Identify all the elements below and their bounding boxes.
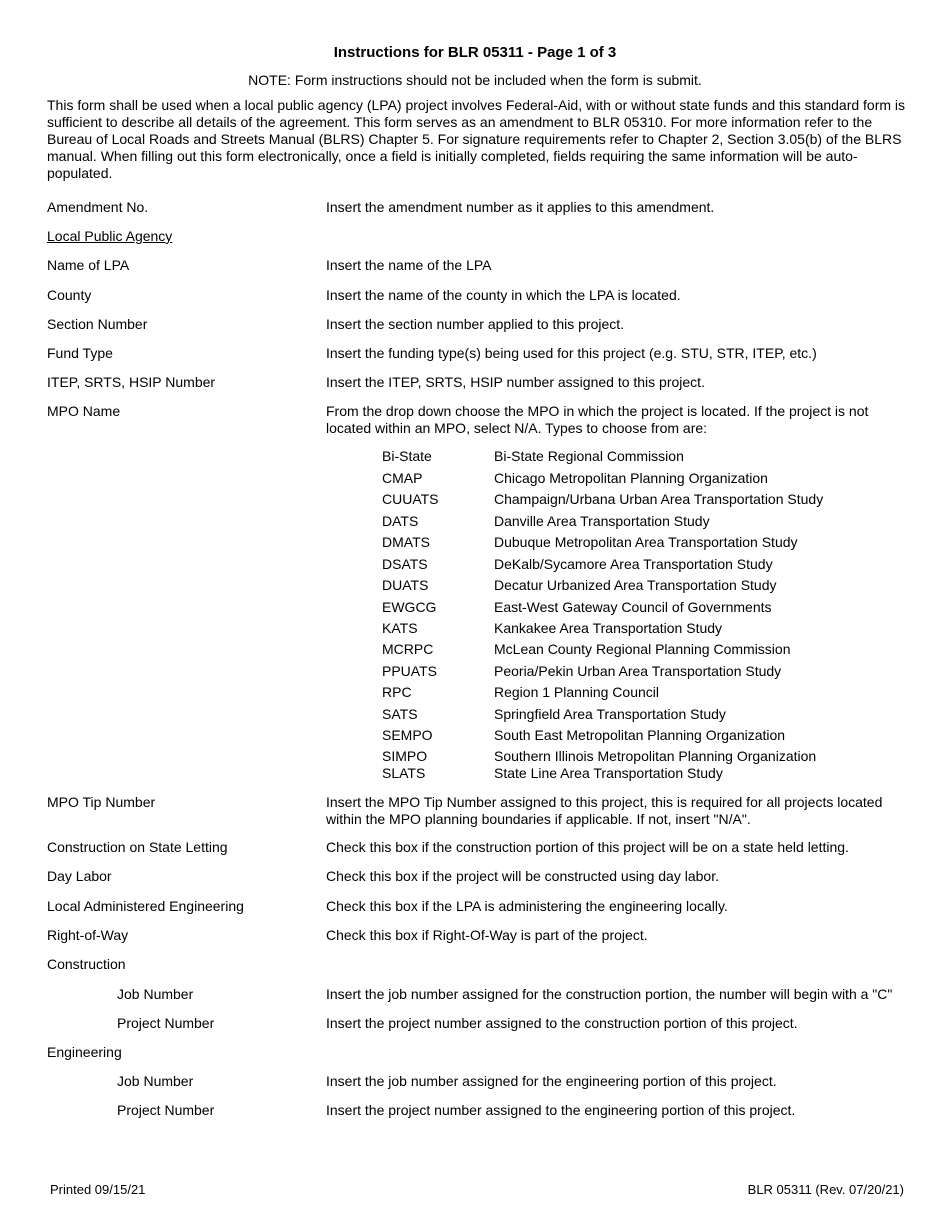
mpo-code: SATS — [382, 706, 418, 722]
mpo-code: MCRPC — [382, 641, 434, 657]
mpo-code: KATS — [382, 620, 418, 636]
field-instruction: Insert the name of the LPA — [326, 257, 492, 273]
field-label: County — [47, 287, 92, 303]
field-label: Job Number — [117, 1073, 194, 1089]
field-label: Amendment No. — [47, 199, 149, 215]
mpo-code: SLATS — [382, 765, 426, 781]
field-label: Section Number — [47, 316, 148, 332]
mpo-full-name: Champaign/Urbana Urban Area Transportation Study — [494, 491, 824, 507]
field-instruction: Insert the MPO Tip Number assigned to this project, this is required for all projects located within the MPO planning boundaries if applicable. If not, insert "N/A". — [326, 794, 883, 827]
mpo-full-name: East-West Gateway Council of Governments — [494, 599, 772, 615]
section-heading: Local Public Agency — [47, 228, 173, 244]
field-instruction: Insert the section number applied to this project. — [326, 316, 625, 332]
field-label: Construction on State Letting — [47, 839, 228, 855]
field-instruction: Insert the name of the county in which the LPA is located. — [326, 287, 681, 303]
intro-paragraph: This form shall be used when a local public agency (LPA) project involves Federal-Aid, with or without state funds and this standard form is sufficient to describe all details of the agreement. This form serves as an amendment to BLR 05310. For more information refer to the Bureau of Local Roads and Streets Manual (BLRS) Chapter 5. For signature requirements refer to Chapter 2, Section 3.05(b) of the BLRS manual. When filling out this form electronically, once a field is initially completed, fields requiring the same information will be auto-populated. — [47, 97, 906, 181]
section-heading: Engineering — [47, 1044, 122, 1060]
mpo-full-name: Southern Illinois Metropolitan Planning Organization — [494, 748, 817, 764]
field-instruction: Insert the project number assigned to the engineering portion of this project. — [326, 1102, 796, 1118]
form-revision: BLR 05311 (Rev. 07/20/21) — [747, 1182, 904, 1197]
field-label: Right-of-Way — [47, 927, 129, 943]
mpo-code: PPUATS — [382, 663, 437, 679]
mpo-full-name: Peoria/Pekin Urban Area Transportation Study — [494, 663, 782, 679]
field-instruction: Check this box if Right-Of-Way is part of the project. — [326, 927, 648, 943]
mpo-code: SEMPO — [382, 727, 433, 743]
mpo-full-name: Danville Area Transportation Study — [494, 513, 710, 529]
field-label: MPO Tip Number — [47, 794, 156, 810]
field-label: Project Number — [117, 1102, 215, 1118]
mpo-full-name: Chicago Metropolitan Planning Organization — [494, 470, 768, 486]
field-instruction: Insert the project number assigned to the construction portion of this project. — [326, 1015, 798, 1031]
field-label: ITEP, SRTS, HSIP Number — [47, 374, 216, 390]
mpo-code: DSATS — [382, 556, 428, 572]
field-instruction: Insert the amendment number as it applies to this amendment. — [326, 199, 715, 215]
field-instruction: Check this box if the project will be constructed using day labor. — [326, 868, 719, 884]
mpo-full-name: McLean County Regional Planning Commission — [494, 641, 791, 657]
page-title: Instructions for BLR 05311 - Page 1 of 3 — [333, 44, 617, 61]
instructions-note: NOTE: Form instructions should not be included when the form is submit. — [248, 72, 702, 88]
mpo-code: Bi-State — [382, 448, 432, 464]
field-instruction: Insert the job number assigned for the construction portion, the number will begin with a "C" — [326, 986, 893, 1002]
mpo-full-name: Region 1 Planning Council — [494, 684, 659, 700]
field-instruction: Insert the ITEP, SRTS, HSIP number assigned to this project. — [326, 374, 705, 390]
field-label: Name of LPA — [47, 257, 130, 273]
mpo-code: DMATS — [382, 534, 430, 550]
field-instruction: Insert the funding type(s) being used for this project (e.g. STU, STR, ITEP, etc.) — [326, 345, 817, 361]
field-label: Job Number — [117, 986, 194, 1002]
field-instruction: Check this box if the construction portion of this project will be on a state held letting. — [326, 839, 849, 855]
field-label: MPO Name — [47, 403, 121, 419]
mpo-full-name: Dubuque Metropolitan Area Transportation Study — [494, 534, 798, 550]
field-label: Day Labor — [47, 868, 112, 884]
printed-date: Printed 09/15/21 — [50, 1182, 146, 1197]
mpo-full-name: Decatur Urbanized Area Transportation Study — [494, 577, 777, 593]
mpo-code: RPC — [382, 684, 412, 700]
field-instruction: Insert the job number assigned for the engineering portion of this project. — [326, 1073, 777, 1089]
mpo-full-name: DeKalb/Sycamore Area Transportation Study — [494, 556, 773, 572]
section-heading: Construction — [47, 956, 126, 972]
mpo-code: CUUATS — [382, 491, 439, 507]
field-label: Project Number — [117, 1015, 215, 1031]
mpo-full-name: Kankakee Area Transportation Study — [494, 620, 723, 636]
mpo-code: DATS — [382, 513, 419, 529]
field-instruction: From the drop down choose the MPO in which the project is located. If the project is not located within an MPO, select N/A. Types to choose from are: — [326, 403, 869, 436]
mpo-full-name: South East Metropolitan Planning Organization — [494, 727, 786, 743]
mpo-full-name: Bi-State Regional Commission — [494, 448, 684, 464]
mpo-code: CMAP — [382, 470, 423, 486]
field-label: Fund Type — [47, 345, 113, 361]
field-label: Local Administered Engineering — [47, 898, 244, 914]
mpo-full-name: State Line Area Transportation Study — [494, 765, 723, 781]
mpo-code: EWGCG — [382, 599, 437, 615]
field-instruction: Check this box if the LPA is administering the engineering locally. — [326, 898, 728, 914]
mpo-code: SIMPO — [382, 748, 428, 764]
mpo-full-name: Springfield Area Transportation Study — [494, 706, 726, 722]
mpo-code: DUATS — [382, 577, 429, 593]
